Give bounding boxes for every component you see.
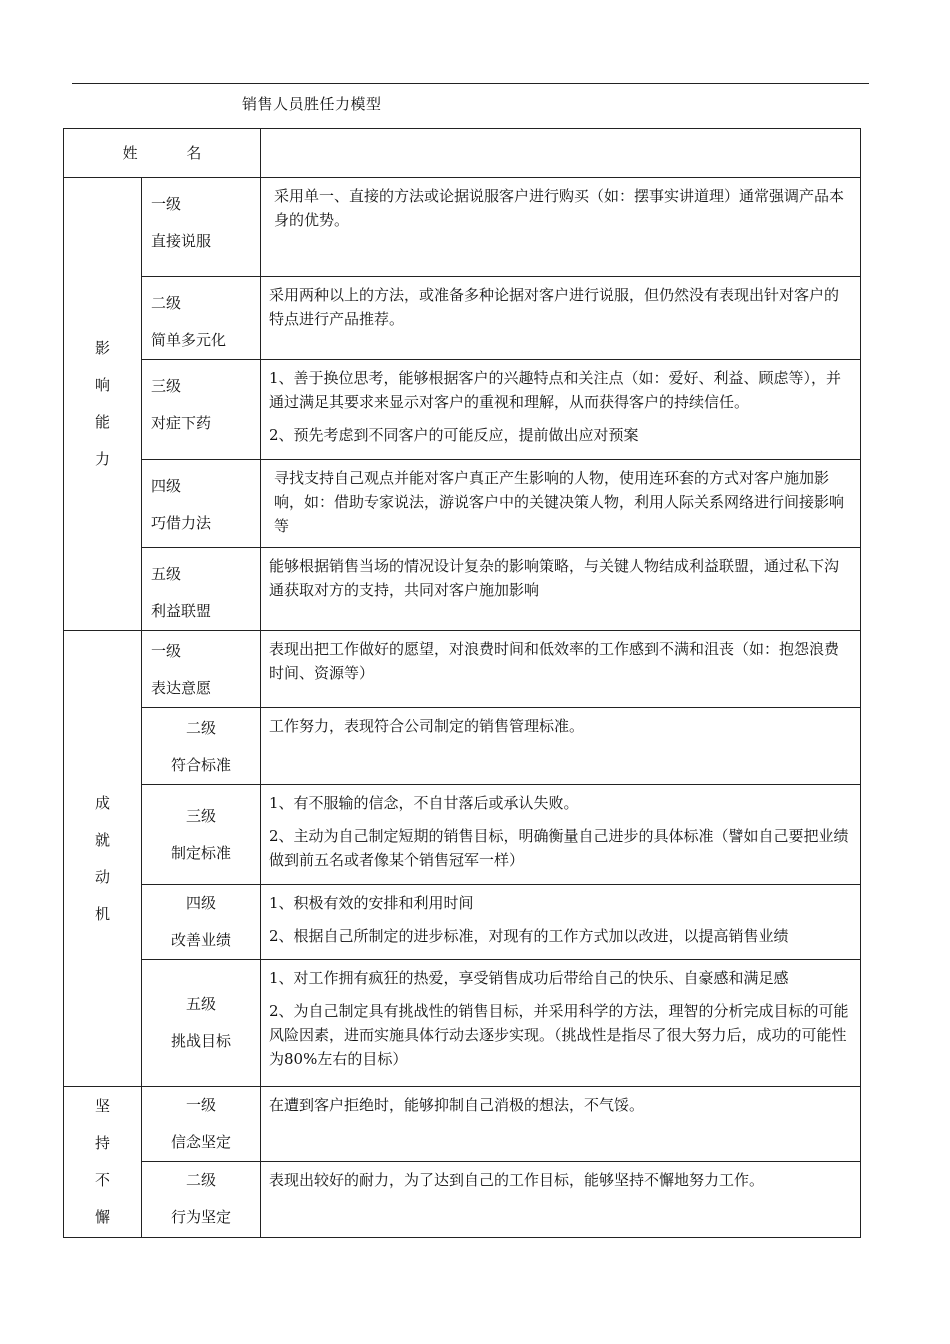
- name-value-cell[interactable]: [261, 129, 861, 178]
- competency-table: [63, 128, 861, 1238]
- level-cell: [142, 708, 261, 785]
- level-description: [261, 1162, 861, 1238]
- level-cell: [142, 1087, 261, 1162]
- description-paragraph: 寻找支持自己观点并能对客户真正产生影响的人物，使用连环套的方式对客户施加影响，如：借助专家说法，游说客户中的关键决策人物，利用人际关系网络进行间接影响等: [274, 469, 845, 535]
- category-persistence: [64, 1087, 142, 1238]
- level-description: [261, 885, 861, 960]
- level-description: [261, 785, 861, 885]
- table-row: [64, 1162, 861, 1238]
- level-cell: [142, 178, 261, 277]
- level-grade: 五级: [151, 565, 182, 583]
- description-paragraph: 2、根据自己所制定的进步标准，对现有的工作方式加以改进，以提高销售业绩: [269, 927, 789, 945]
- category-char: 懈: [94, 1208, 110, 1226]
- level-title: 制定标准: [170, 843, 231, 862]
- category-char: 能: [94, 413, 110, 431]
- level-description: [261, 631, 861, 708]
- level-cell: [142, 277, 261, 360]
- level-description: [261, 277, 861, 360]
- table-row: [64, 360, 861, 460]
- level-title: 直接说服: [151, 232, 212, 250]
- category-char: 机: [94, 904, 110, 923]
- category-char: 成: [94, 793, 110, 812]
- level-grade: 四级: [151, 477, 182, 495]
- description-paragraph: 1、善于换位思考，能够根据客户的兴趣特点和关注点（如：爱好、利益、顾虑等），并通过满足其要求来显示对客户的重视和理解，从而获得客户的持续信任。: [269, 369, 842, 411]
- table-row: [64, 277, 861, 360]
- description-paragraph: 1、积极有效的安排和利用时间: [269, 894, 474, 912]
- description-paragraph: 2、主动为自己制定短期的销售目标，明确衡量自己进步的具体标准（譬如自己要把业绩做到前五名或者像某个销售冠军一样）: [269, 827, 849, 869]
- document-title: 销售人员胜任力模型: [242, 95, 382, 113]
- description-paragraph: 2、为自己制定具有挑战性的销售目标，并采用科学的方法，理智的分析完成目标的可能风险因素，进而实施具体行动去逐步实现。（挑战性是指尽了很大努力后，成功的可能性为80%左右的目标）: [269, 1002, 849, 1068]
- level-title: 符合标准: [170, 756, 231, 774]
- description-paragraph: 1、有不服输的信念，不自甘落后或承认失败。: [269, 794, 579, 812]
- description-paragraph: 能够根据销售当场的情况设计复杂的影响策略，与关键人物结成利益联盟，通过私下沟通获取对方的支持，共同对客户施加影响: [269, 557, 840, 599]
- level-description: [261, 360, 861, 460]
- header-rule: [72, 83, 869, 84]
- description-paragraph: 采用两种以上的方法，或准备多种论据对客户进行说服，但仍然没有表现出针对客户的特点进行产品推荐。: [269, 286, 840, 328]
- level-grade: 四级: [185, 894, 216, 912]
- table-row: [64, 960, 861, 1087]
- level-title: 表达意愿: [151, 679, 212, 697]
- category-char: 坚: [94, 1097, 110, 1115]
- description-paragraph: 工作努力，表现符合公司制定的销售管理标准。: [269, 717, 585, 735]
- table-row: [64, 548, 861, 631]
- description-paragraph: 采用单一、直接的方法或论据说服客户进行购买（如：摆事实讲道理）通常强调产品本身的优势。: [274, 187, 845, 229]
- level-grade: 二级: [185, 719, 216, 737]
- level-cell: [142, 460, 261, 548]
- category-char: 持: [94, 1134, 110, 1152]
- level-title: 利益联盟: [151, 602, 212, 620]
- level-title: 简单多元化: [151, 331, 227, 349]
- name-label: 姓 名: [64, 129, 261, 178]
- level-grade: 一级: [151, 642, 182, 660]
- name-row: [64, 129, 861, 178]
- category-char: 就: [94, 830, 110, 849]
- level-description: [261, 178, 861, 277]
- level-title: 信念坚定: [170, 1133, 231, 1151]
- level-grade: 二级: [151, 294, 182, 312]
- description-paragraph: 1、对工作拥有疯狂的热爱，享受销售成功后带给自己的快乐、自豪感和满足感: [269, 969, 789, 987]
- level-cell: [142, 885, 261, 960]
- table-row: [64, 785, 861, 885]
- category-char: 不: [94, 1171, 110, 1189]
- level-cell: [142, 360, 261, 460]
- level-title: 巧借力法: [151, 514, 212, 532]
- table-row: [64, 885, 861, 960]
- category-char: 力: [94, 450, 110, 468]
- level-cell: [142, 1162, 261, 1238]
- category-influence: [64, 178, 142, 631]
- level-cell: [142, 548, 261, 631]
- level-description: [261, 548, 861, 631]
- level-grade: 三级: [151, 377, 182, 395]
- level-title: 改善业绩: [170, 931, 231, 949]
- level-grade: 一级: [185, 1096, 216, 1114]
- level-cell: [142, 960, 261, 1087]
- level-title: 挑战目标: [170, 1032, 231, 1050]
- level-grade: 二级: [185, 1171, 216, 1189]
- level-cell: [142, 785, 261, 885]
- description-paragraph: 2、预先考虑到不同客户的可能反应，提前做出应对预案: [269, 426, 639, 444]
- category-char: 响: [94, 376, 110, 394]
- description-paragraph: 表现出较好的耐力，为了达到自己的工作目标，能够坚持不懈地努力工作。: [269, 1171, 765, 1189]
- level-description: [261, 460, 861, 548]
- category-achievement: [64, 631, 142, 1087]
- table-row: [64, 708, 861, 785]
- level-grade: 一级: [151, 195, 182, 213]
- level-grade: 三级: [185, 806, 216, 825]
- table-row: [64, 631, 861, 708]
- table-row: [64, 178, 861, 277]
- table-row: [64, 1087, 861, 1162]
- description-paragraph: 表现出把工作做好的愿望，对浪费时间和低效率的工作感到不满和沮丧（如：抱怨浪费时间、资源等）: [269, 640, 840, 682]
- level-description: [261, 1087, 861, 1162]
- level-title: 对症下药: [151, 414, 212, 432]
- level-description: [261, 960, 861, 1087]
- description-paragraph: 在遭到客户拒绝时，能够抑制自己消极的想法，不气馁。: [269, 1096, 645, 1114]
- level-grade: 五级: [185, 995, 216, 1013]
- level-title: 行为坚定: [170, 1208, 231, 1226]
- category-char: 影: [94, 339, 110, 357]
- level-description: [261, 708, 861, 785]
- category-char: 动: [94, 867, 110, 886]
- table-row: [64, 460, 861, 548]
- level-cell: [142, 631, 261, 708]
